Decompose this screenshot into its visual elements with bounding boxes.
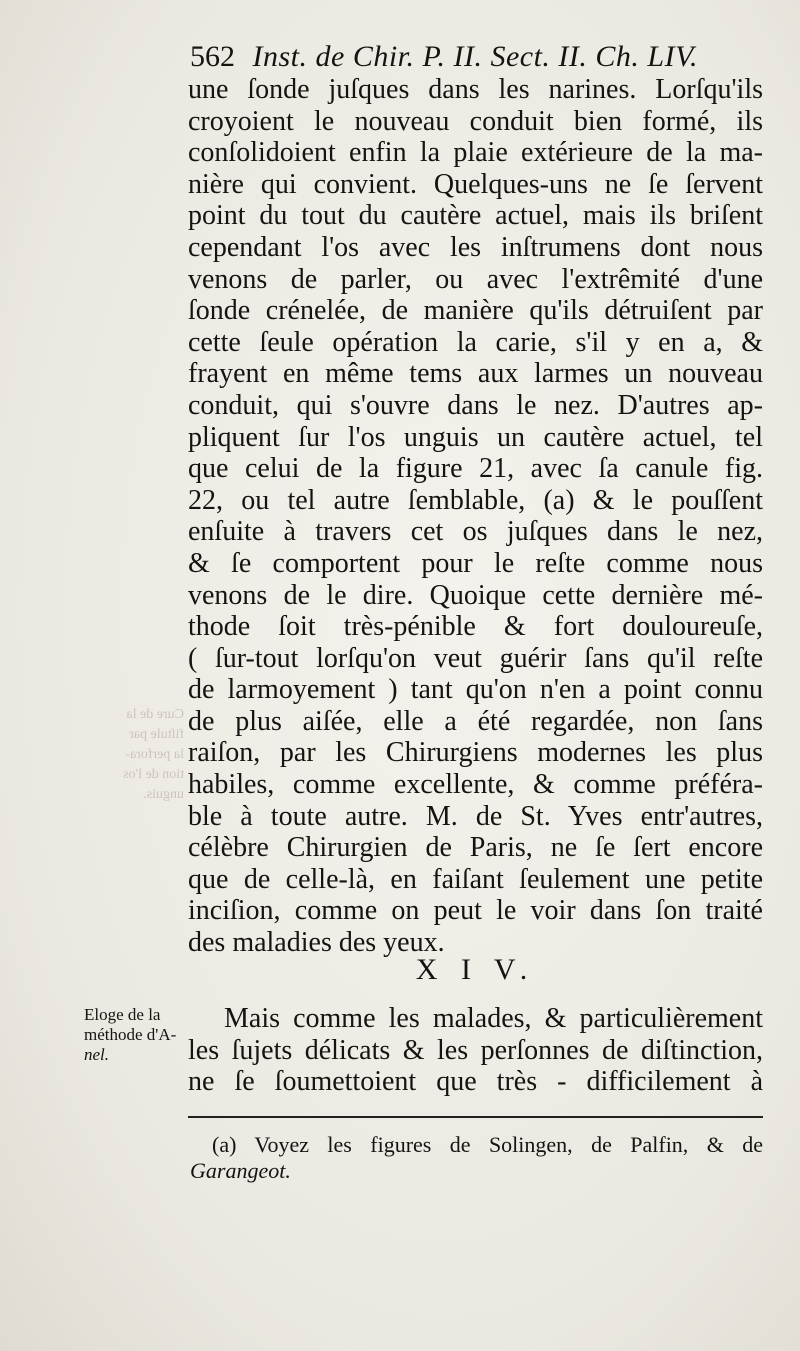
text-line: venons de le dire. Quoique cette dernière mé- xyxy=(188,579,763,611)
text-line: thode ſoit très-pénible & fort douloureuſe, xyxy=(188,611,763,643)
text-line: des maladies des yeux. xyxy=(188,927,445,959)
running-head: Inst. de Chir. P. II. Sect. II. Ch. LIV. xyxy=(252,40,699,73)
margin-note xyxy=(84,1005,182,1065)
text-line: raiſon, par les Chirurgiens modernes les plus xyxy=(188,737,763,769)
text-line: ( ſur-tout lorſqu'on veut guérir ſans qu'il reſte xyxy=(188,642,763,674)
section-heading: X I V. xyxy=(415,953,536,986)
text-line: les ſujets délicats & les perſonnes de diſtinction, xyxy=(188,1034,763,1066)
margin-note-line: méthode d'A- xyxy=(84,1025,177,1044)
text-line: que de celle-là, en faiſant ſeulement une petite xyxy=(188,863,763,895)
text-line: & ſe comportent pour le reſte comme nous xyxy=(188,547,763,579)
text-line: venons de parler, ou avec l'extrêmité d'une xyxy=(188,263,763,295)
bleed-through-line: la perfora- xyxy=(125,747,184,762)
text-line: ble à toute autre. M. de St. Yves entr'autres, xyxy=(188,800,763,832)
text-line: ſonde crénelée, de manière qu'ils détruiſent par xyxy=(188,295,763,327)
margin-note-line: Eloge de la xyxy=(84,1005,161,1024)
text-line: 22, ou tel autre ſemblable, (a) & le pouſſent xyxy=(188,484,763,516)
text-line: cependant l'os avec les inſtrumens dont nous xyxy=(188,231,763,263)
margin-note-line: nel. xyxy=(84,1045,110,1064)
text-line: une ſonde juſques dans les narines. Lorſqu'ils xyxy=(188,74,763,105)
bleed-through-line: unguis. xyxy=(143,787,184,802)
bleed-through-line: Cure de la xyxy=(126,707,184,722)
footnote xyxy=(190,1132,763,1184)
text-line: célèbre Chirurgien de Paris, ne ſe ſert encore xyxy=(188,832,763,864)
footnote-line: Garangeot. xyxy=(190,1158,291,1183)
footnote-line: (a) Voyez les figures de Solingen, de Palfin, & de xyxy=(212,1132,763,1157)
text-line: habiles, comme excellente, & comme préféra- xyxy=(188,769,763,801)
page-header xyxy=(190,40,765,74)
text-line: pliquent ſur l'os unguis un cautère actuel, tel xyxy=(188,421,763,453)
text-line: inciſion, comme on peut le voir dans ſon traité xyxy=(188,895,763,927)
text-line: enſuite à travers cet os juſques dans le nez, xyxy=(188,516,763,548)
text-line: nière qui convient. Quelques-uns ne ſe ſervent xyxy=(188,168,763,200)
section-text xyxy=(188,1003,763,1098)
text-line: de plus aiſée, elle a été regardée, non ſans xyxy=(188,705,763,737)
text-line: croyoient le nouveau conduit bien formé, ils xyxy=(188,105,763,137)
page-number: 562 xyxy=(190,40,235,73)
text-line: conſolidoient enfin la plaie extérieure de la ma- xyxy=(188,137,763,169)
text-line: point du tout du cautère actuel, mais ils briſent xyxy=(188,200,763,232)
text-line: cette ſeule opération la carie, s'il y en a, & xyxy=(188,326,763,358)
text-line: frayent en même tems aux larmes un nouveau xyxy=(188,358,763,390)
text-line: que celui de la figure 21, avec ſa canule fig. xyxy=(188,453,763,485)
bleed-through-line: tion de l'os xyxy=(123,767,184,782)
main-text xyxy=(188,74,763,959)
footnote-rule xyxy=(188,1116,763,1118)
text-line: ne ſe ſoumettoient que très - difficilement à xyxy=(188,1066,763,1098)
bleed-through-line: fiſtule par xyxy=(129,727,184,742)
text-line: conduit, qui s'ouvre dans le nez. D'autres ap- xyxy=(188,389,763,421)
text-line: de larmoyement ) tant qu'on n'en a point connu xyxy=(188,674,763,706)
text-line: Mais comme les malades, & particulièrement xyxy=(224,1003,763,1034)
bleed-through-note xyxy=(58,705,184,805)
